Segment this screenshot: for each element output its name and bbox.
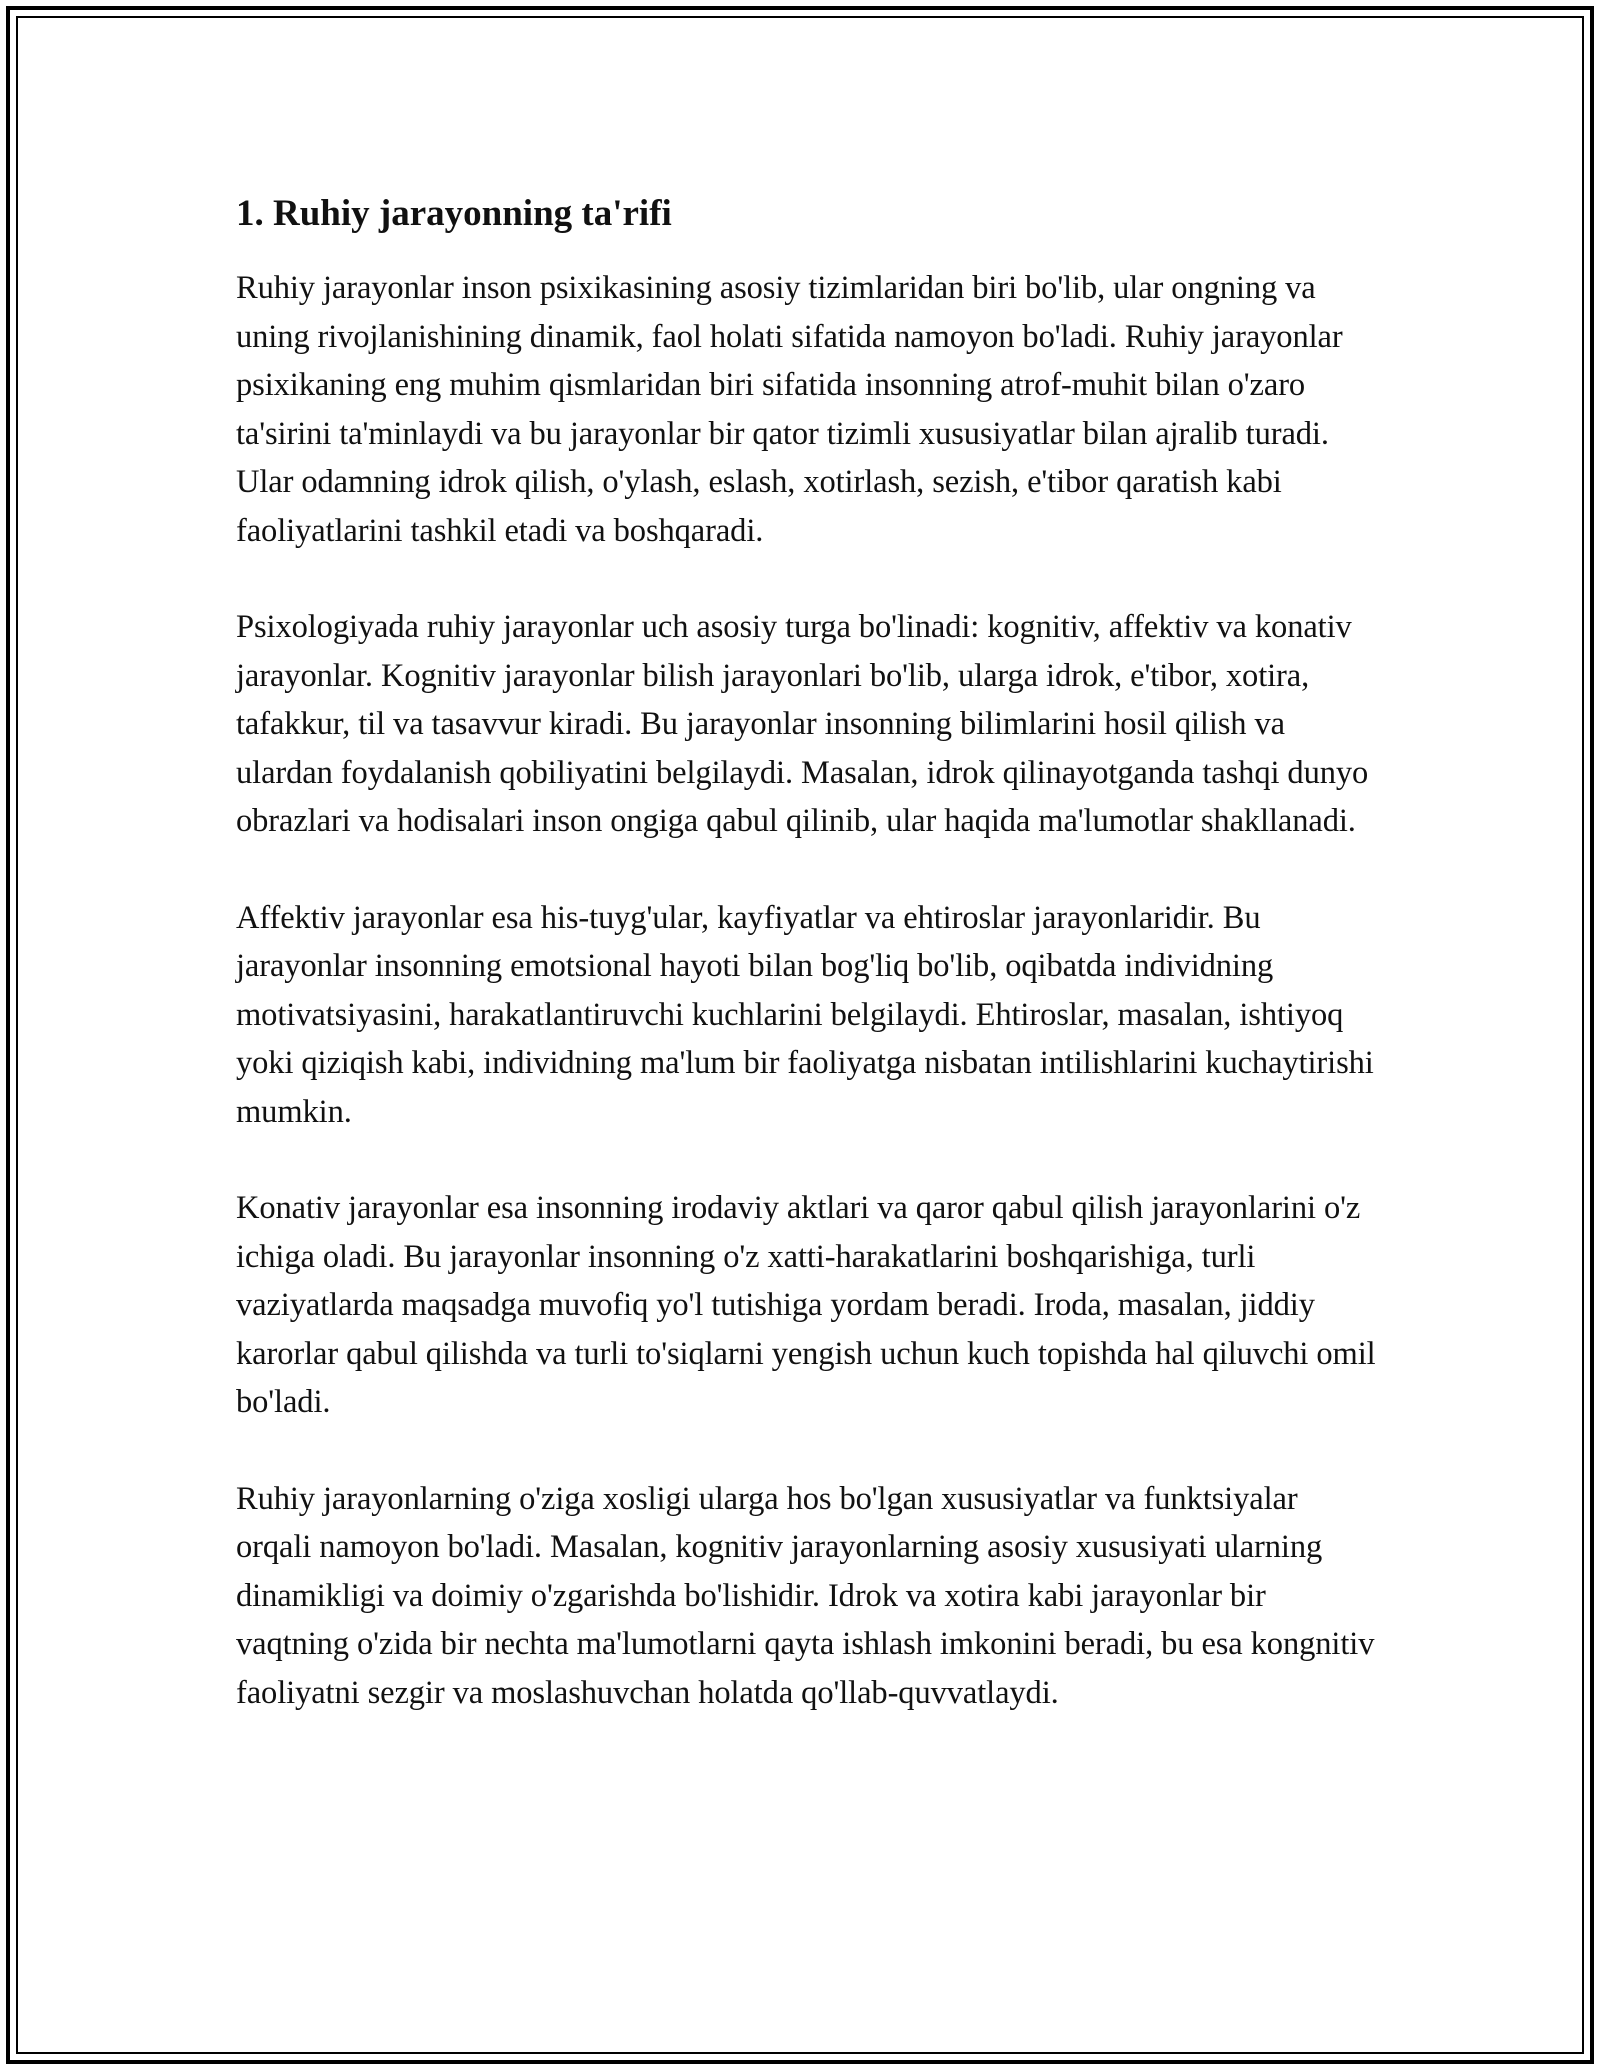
paragraph-5: Ruhiy jarayonlarning o'ziga xosligi ularga hos bo'lgan xususiyatlar va funktsiyalar orqali namoyon bo'ladi. Masalan, kognitiv jarayonlarning asosiy xususiyati ularning dinamikligi va doimiy o'zgarishda bo'lishidir. Idrok va xotira kabi jarayonlar bir vaqtning o'zida bir nechta ma'lumotlarni qayta ishlash imkonini beradi, bu esa kongnitiv faoliyatni sezgir va moslashuvchan holatda qo'llab-quvvatlaydi. [236,1480,1375,1711]
paragraph-3: Affektiv jarayonlar esa his-tuyg'ular, kayfiyatlar va ehtiroslar jarayonlaridir. Bu jarayonlar insonning emotsional hayoti bilan bog'liq bo'lib, oqibatda individning motivatsiyasini, harakatlantiruvchi kuchlarini belgilaydi. Ehtiroslar, masalan, ishtiyoq yoki qiziqish kabi, individning ma'lum bir faoliyatga nisbatan intilishlarini kuchaytirishi mumkin. [236,899,1374,1130]
paragraph-2: Psixologiyada ruhiy jarayonlar uch asosiy turga bo'linadi: kognitiv, affektiv va konativ jarayonlar. Kognitiv jarayonlar bilish jarayonlari bo'lib, ularga idrok, e'tibor, xotira, tafakkur, til va tasavvur kiradi. Bu jarayonlar insonning bilimlarini hosil qilish va ulardan foydalanish qobiliyatini belgilaydi. Masalan, idrok qilinayotganda tashqi dunyo obrazlari va hodisalari inson ongiga qabul qilinib, ular haqida ma'lumotlar shakllanadi. [236,609,1369,839]
document-body [236,186,1376,1765]
section-heading: 1. Ruhiy jarayonning ta'rifi [236,193,672,234]
paragraph-4: Konativ jarayonlar esa insonning irodaviy aktlari va qaror qabul qilish jarayonlarini o'z ichiga oladi. Bu jarayonlar insonning o'z xatti-harakatlarini boshqarishiga, turli vaziyatlarda maqsadga muvofiq yo'l tutishiga yordam beradi. Iroda, masalan, jiddiy karorlar qabul qilishda va turli to'siqlarni yengish uchun kuch topishda hal qiluvchi omil bo'ladi. [236,1190,1376,1420]
paragraph-1: Ruhiy jarayonlar inson psixikasining asosiy tizimlaridan biri bo'lib, ular ongning va uning rivojlanishining dinamik, faol holati sifatida namoyon bo'ladi. Ruhiy jarayonlar psixikaning eng muhim qismlaridan biri sifatida insonning atrof-muhit bilan o'zaro ta'sirini ta'minlaydi va bu jarayonlar bir qator tizimli xususiyatlar bilan ajralib turadi. Ular odamning idrok qilish, o'ylash, eslash, xotirlash, sezish, e'tibor qaratish kabi faoliyatlarini tashkil etadi va boshqaradi. [236,270,1343,549]
